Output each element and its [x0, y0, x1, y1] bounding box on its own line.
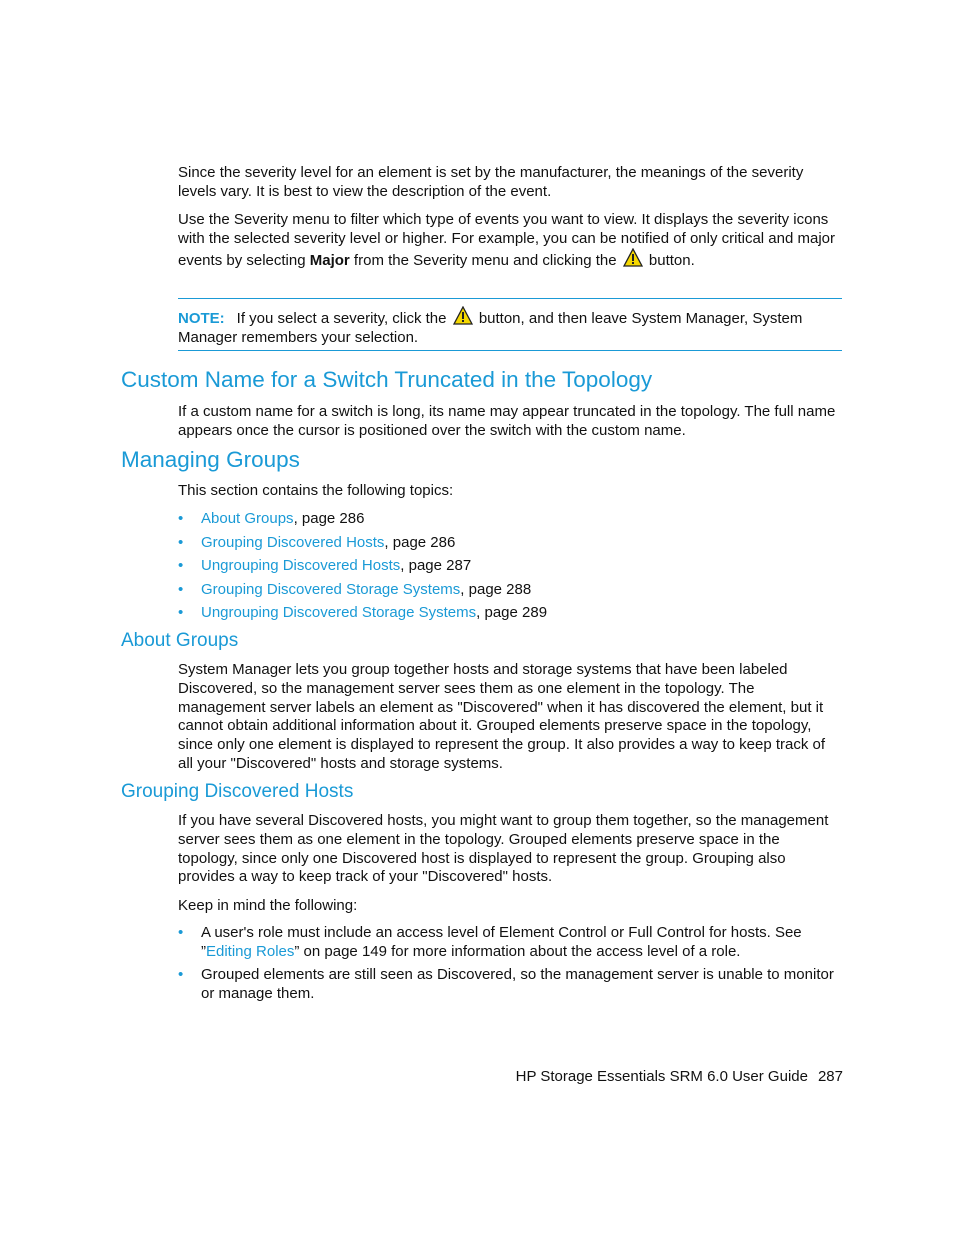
- warning-triangle-icon: [453, 306, 473, 325]
- note-label: NOTE:: [178, 310, 225, 327]
- note-box: [178, 298, 842, 351]
- managing-groups-intro: This section contains the following topics:: [178, 482, 454, 499]
- heading-custom-name: Custom Name for a Switch Truncated in the Topology: [121, 367, 653, 392]
- bullet-icon: •: [178, 924, 184, 941]
- link-grouping-discovered-hosts[interactable]: Grouping Discovered Hosts: [201, 533, 385, 551]
- heading-managing-groups: Managing Groups: [121, 447, 300, 472]
- page-number: 287: [817, 1068, 843, 1085]
- list-item: [178, 580, 842, 604]
- list-item: [178, 603, 842, 627]
- requirement-text-1: A user's role must include an access level of Element Control or Full Control for hosts. See ”: [201, 924, 802, 960]
- bullet-icon: •: [178, 510, 184, 527]
- requirement-text-3: Grouped elements are still seen as Discovered, so the management server is unable to monitor or manage them.: [201, 966, 834, 1002]
- page-footer: [516, 1067, 843, 1086]
- topic-page-ref: , page 289: [476, 604, 548, 621]
- requirement-text-2: ” on page 149 for more information about the access level of a role.: [294, 943, 741, 960]
- note-text-1: If you select a severity, click the: [236, 310, 451, 327]
- bullet-icon: •: [178, 966, 184, 983]
- note-text: [178, 299, 842, 347]
- link-about-groups[interactable]: About Groups: [201, 510, 294, 527]
- heading-grouping-discovered-hosts: Grouping Discovered Hosts: [121, 781, 354, 802]
- keep-in-mind-text: Keep in mind the following:: [178, 897, 358, 914]
- link-ungrouping-discovered-storage[interactable]: Ungrouping Discovered Storage Systems: [201, 604, 477, 621]
- custom-name-paragraph: If a custom name for a switch is long, its name may appear truncated in the topology. The full name appears once the cursor is positioned over the switch with the custom name.: [178, 403, 836, 439]
- severity-major-bold: Major: [309, 252, 350, 269]
- bullet-icon: •: [178, 604, 184, 621]
- bullet-icon: •: [178, 533, 184, 551]
- note-text-2: button, and then leave System Manager, System Manager remembers your selection.: [178, 310, 803, 346]
- list-item: [178, 923, 842, 961]
- bullet-icon: •: [178, 580, 184, 598]
- topic-page-ref: , page 286: [293, 510, 365, 527]
- severity-p2-text-3: button.: [644, 252, 695, 269]
- bullet-icon: •: [178, 557, 184, 574]
- list-item: [178, 533, 842, 557]
- severity-p2-text-1: Use the Severity menu to filter which type of events you want to view. It displays the severity icons with the selected severity level or higher. For example, you can be notified of only critical and major events by selecting: [178, 211, 835, 269]
- topic-page-ref: , page 286: [384, 533, 456, 551]
- link-editing-roles[interactable]: Editing Roles: [206, 943, 295, 960]
- requirements-list: [178, 923, 842, 1003]
- severity-paragraph-1: Since the severity level for an element is set by the manufacturer, the meanings of the severity levels vary. It is best to view the description of the event.: [178, 164, 804, 200]
- topic-list: [178, 509, 842, 627]
- link-ungrouping-discovered-hosts[interactable]: Ungrouping Discovered Hosts: [201, 557, 401, 574]
- list-item: [178, 509, 842, 533]
- footer-title: HP Storage Essentials SRM 6.0 User Guide: [515, 1068, 808, 1085]
- heading-about-groups: About Groups: [121, 630, 239, 651]
- link-grouping-discovered-storage[interactable]: Grouping Discovered Storage Systems: [201, 580, 461, 598]
- severity-paragraph-2: [178, 210, 842, 270]
- topic-page-ref: , page 287: [400, 557, 472, 574]
- grouping-hosts-paragraph: If you have several Discovered hosts, you might want to group them together, so the management server sees them as one element in the topology. Grouped elements preserve space in the topology, since only one Discovered host is displayed to represent the group. Grouping also provides a way to keep track of your "Discovered" hosts.: [178, 812, 829, 886]
- list-item: [178, 965, 842, 1003]
- warning-triangle-icon: [623, 248, 643, 267]
- about-groups-paragraph: System Manager lets you group together hosts and storage systems that have been labeled Discovered, so the management server sees them as one element in the topology. The management server labels an element as "Discovered" when it has discovered the element, but it cannot obtain additional information about it. Grouped elements preserve space in the topology, since only one element is displayed to represent the group. It also provides a way to keep track of all your "Discovered" hosts and storage systems.: [178, 661, 826, 772]
- list-item: [178, 556, 842, 580]
- severity-p2-text-2: from the Severity menu and clicking the: [349, 252, 621, 269]
- topic-page-ref: , page 288: [460, 580, 532, 598]
